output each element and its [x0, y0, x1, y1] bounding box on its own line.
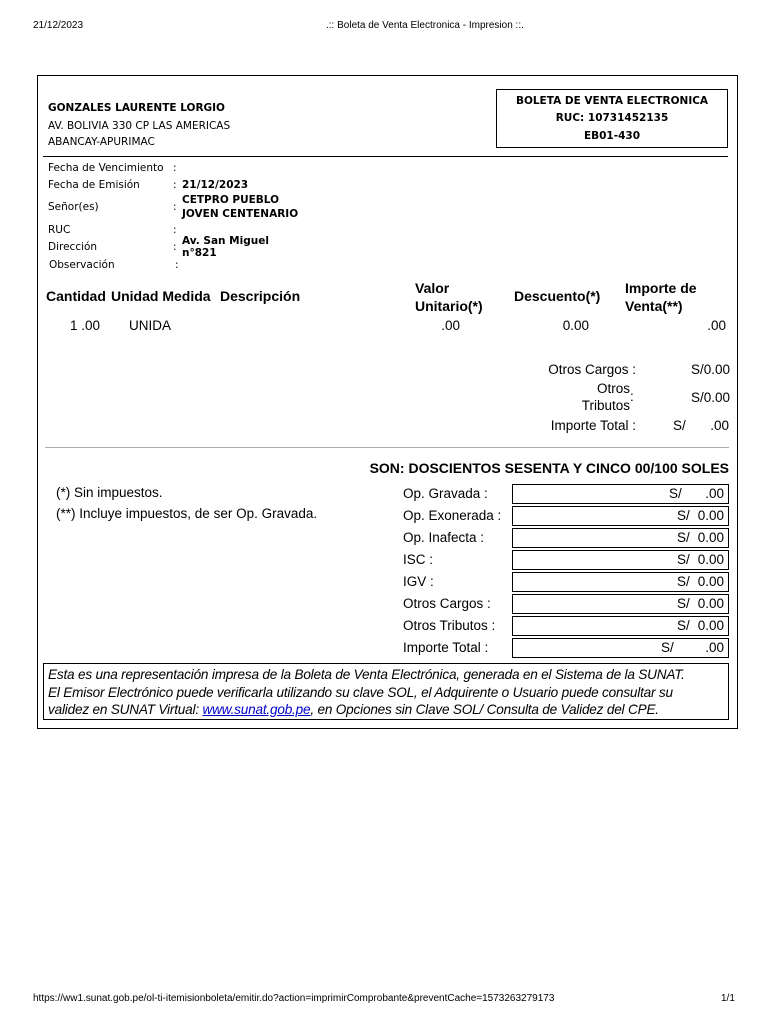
total-currency: S/	[677, 552, 690, 567]
row-unit-value: .00	[441, 318, 460, 333]
total-label-op-inafecta: Op. Inafecta :	[403, 530, 485, 545]
issuer-name: GONZALES LAURENTE LORGIO	[48, 102, 225, 114]
total-label-igv: IGV :	[403, 574, 434, 589]
col-header-discount: Descuento(*)	[514, 288, 601, 304]
total-currency: S/	[677, 508, 690, 523]
total-value: 0.00	[697, 574, 724, 589]
due-date-colon: :	[173, 162, 177, 174]
importe-total-value: .00	[710, 418, 729, 433]
total-value: 0.00	[697, 530, 724, 545]
address-colon: :	[173, 241, 177, 253]
note-incluye-impuestos: (**) Incluye impuestos, de ser Op. Gravada.	[56, 506, 318, 521]
otros-tributos-colon: :	[630, 389, 634, 404]
total-label-otros-cargos: Otros Cargos :	[403, 596, 491, 611]
address-line2: n°821	[182, 247, 217, 259]
client-name-line1: CETPRO PUEBLO	[182, 194, 280, 206]
print-title: .:: Boleta de Venta Electronica - Impresion ::.	[326, 20, 524, 31]
note-sin-impuestos: (*) Sin impuestos.	[56, 485, 163, 500]
issuer-ruc: RUC: 10731452135	[555, 112, 669, 124]
col-header-amount-line1: Importe de	[625, 280, 697, 296]
total-label-op-exonerada: Op. Exonerada :	[403, 508, 502, 523]
issue-date-label: Fecha de Emisión	[48, 179, 140, 191]
document-type: BOLETA DE VENTA ELECTRONICA	[515, 95, 709, 107]
otros-tributos-label-line2: Tributos	[581, 398, 630, 413]
otros-cargos-value: S/0.00	[690, 362, 730, 377]
total-box-op-exonerada	[512, 506, 729, 526]
total-currency: S/	[677, 596, 690, 611]
issue-date-value: 21/12/2023	[182, 179, 249, 191]
row-unit: UNIDA	[129, 318, 172, 333]
total-currency: S/	[669, 486, 682, 501]
col-header-value-line1: Valor	[415, 280, 450, 296]
summary-divider	[45, 447, 729, 448]
total-box-isc	[512, 550, 729, 570]
col-header-value-line2: Unitario(*)	[415, 298, 483, 314]
total-currency: S/	[677, 530, 690, 545]
total-value: .00	[705, 640, 724, 655]
total-currency: S/	[677, 574, 690, 589]
total-label-op-gravada: Op. Gravada :	[403, 486, 488, 501]
otros-tributos-label-line1: Otros	[596, 381, 630, 396]
issue-date-colon: :	[173, 179, 177, 191]
otros-cargos-label: Otros Cargos :	[548, 362, 636, 377]
legal-line1: Esta es una representación impresa de la Boleta de Venta Electrónica, generada en el Sistema de la SUNAT.	[48, 667, 685, 682]
row-amount: .00	[707, 318, 726, 333]
client-ruc-label: RUC	[48, 224, 71, 236]
legal-notice	[43, 663, 729, 720]
total-box-op-gravada	[512, 484, 729, 504]
total-currency: S/	[661, 640, 674, 655]
due-date-label: Fecha de Vencimiento	[48, 162, 164, 174]
total-label-otros-tributos: Otros Tributos :	[403, 618, 496, 633]
client-name-line2: JOVEN CENTENARIO	[182, 208, 299, 220]
print-date: 21/12/2023	[33, 20, 84, 31]
row-qty: 1 .00	[70, 318, 101, 333]
issuer-address: AV. BOLIVIA 330 CP LAS AMERICAS	[48, 120, 231, 132]
total-value: 0.00	[697, 618, 724, 633]
amount-in-words: SON: DOSCIENTOS SESENTA Y CINCO 00/100 SOLES	[369, 460, 729, 476]
col-header-description: Descripción	[220, 288, 301, 304]
total-value: 0.00	[697, 552, 724, 567]
print-page-number: 1/1	[721, 993, 735, 1004]
col-header-qty: Cantidad	[46, 288, 106, 304]
address-line1: Av. San Miguel	[182, 235, 269, 247]
total-box-otros-cargos	[512, 594, 729, 614]
col-header-unit: Unidad Medida	[111, 288, 211, 304]
total-value: 0.00	[697, 596, 724, 611]
total-box-importe-total	[512, 638, 729, 658]
total-label-isc: ISC :	[403, 552, 434, 567]
total-box-otros-tributos	[512, 616, 729, 636]
total-label-importe-total: Importe Total :	[403, 640, 489, 655]
importe-total-currency: S/	[673, 418, 686, 433]
sunat-link[interactable]: www.sunat.gob.pe	[202, 702, 311, 717]
total-value: .00	[705, 486, 724, 501]
client-label: Señor(es)	[48, 201, 99, 213]
total-box-op-inafecta	[512, 528, 729, 548]
document-id-box	[496, 89, 728, 148]
importe-total-label: Importe Total :	[550, 418, 636, 433]
client-colon: :	[173, 201, 177, 213]
total-box-igv	[512, 572, 729, 592]
otros-tributos-value: S/0.00	[690, 390, 730, 405]
client-ruc-colon: :	[173, 224, 177, 236]
observation-colon: :	[175, 259, 179, 271]
observation-label: Observación	[49, 259, 115, 271]
header-divider	[43, 156, 728, 157]
col-header-amount-line2: Venta(**)	[625, 298, 683, 314]
legal-line2: El Emisor Electrónico puede verificarla utilizando su clave SOL, el Adquirente o Usuario puede consultar su	[48, 684, 673, 700]
legal-line3-post: , en Opciones sin Clave SOL/ Consulta de Validez del CPE.	[310, 702, 659, 717]
issuer-location: ABANCAY-APURIMAC	[48, 136, 155, 148]
print-url: https://ww1.sunat.gob.pe/ol-ti-itemisionboleta/emitir.do?action=imprimirComprobante&preventCache=1573263279173	[33, 993, 555, 1004]
address-label: Dirección	[48, 241, 98, 253]
document-number: EB01-430	[583, 130, 641, 142]
total-value: 0.00	[697, 508, 724, 523]
row-discount: 0.00	[562, 318, 589, 333]
total-currency: S/	[677, 618, 690, 633]
legal-line3-pre: validez en SUNAT Virtual:	[48, 702, 203, 717]
